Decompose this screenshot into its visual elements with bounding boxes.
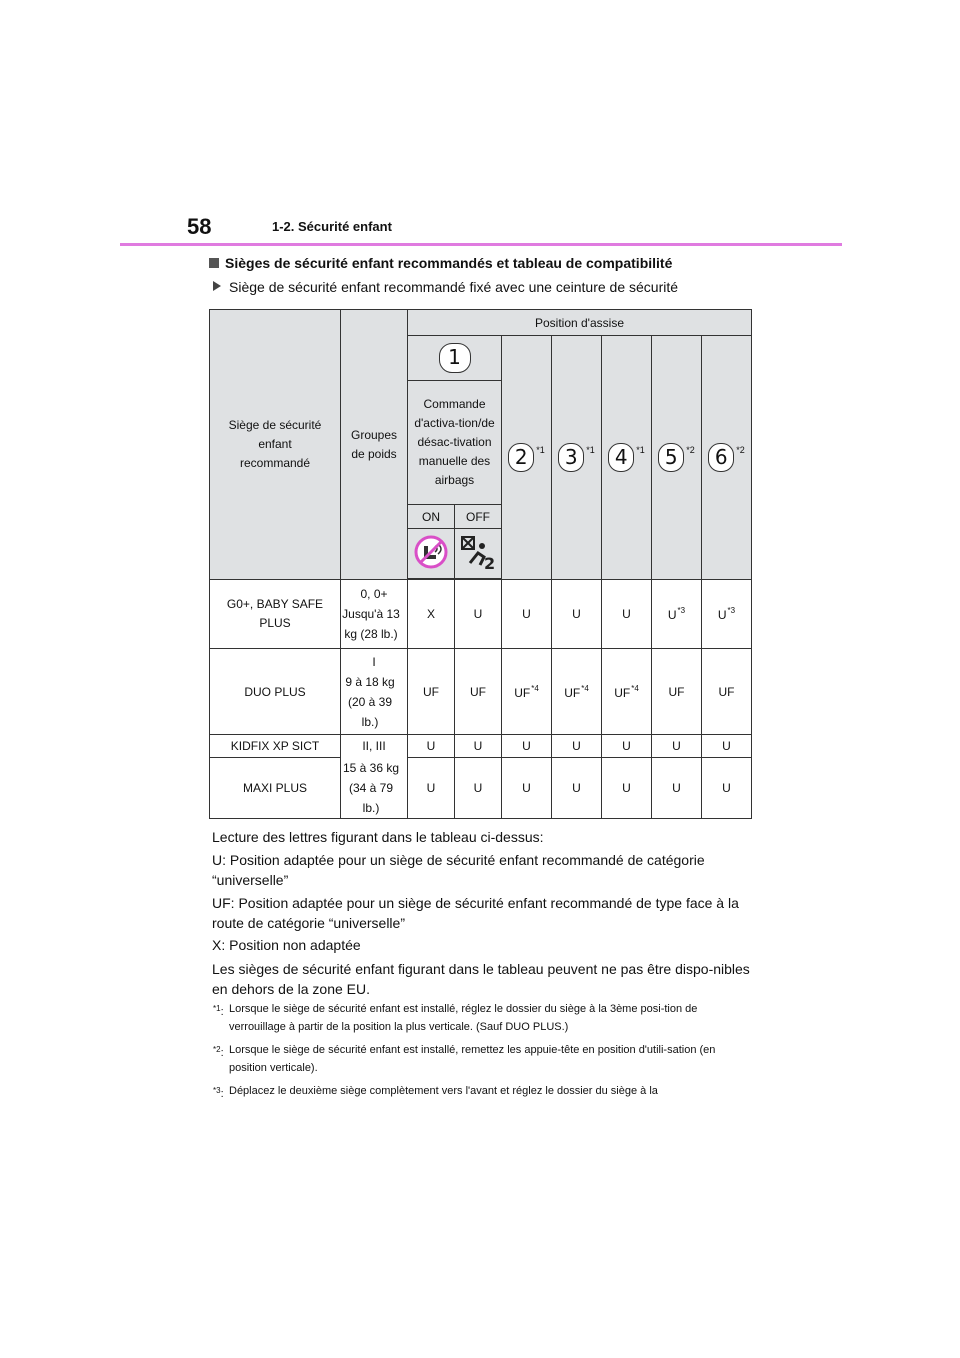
footnote: $^{*1}$: Lorsque le siège de sécurité enfant est installé, réglez le dossier du siège à la 3ème posi-tion de verrouillage à partir de la position la plus verticale. (Sauf DUO PLUS.)	[213, 1003, 698, 1033]
on-label: ON	[408, 505, 455, 529]
position-header: Position d'assise	[408, 310, 752, 336]
page-number: 58	[187, 214, 212, 239]
square-bullet-icon	[209, 258, 219, 268]
seat-number-icon: 3	[558, 443, 584, 472]
seat-number-icon: 2	[508, 443, 534, 472]
seat-4-header: 4 $^{*1}$	[602, 336, 652, 580]
table-row: KIDFIX XP SICT II, III U U U U U U U	[210, 735, 752, 758]
legend-x: X: Position non adaptée	[212, 937, 361, 953]
section-title: 1-2. Sécurité enfant	[272, 219, 392, 234]
legend-u: U: Position adaptée pour un siège de sécurité enfant recommandé de catégorie “universelle”	[212, 852, 705, 888]
seat-5-header: 5 $^{*2}$	[652, 336, 702, 580]
seat-3-header: 3 $^{*1}$	[552, 336, 602, 580]
airbag-control-label: Commande d'activa-tion/de désac-tivation manuelle des airbags	[408, 381, 502, 505]
seat-number-icon: 1	[439, 343, 471, 373]
table-subheading: Siège de sécurité enfant recommandé fixé avec une ceinture de sécurité	[213, 279, 678, 295]
airbag-on-icon	[408, 529, 455, 579]
table-heading: Sièges de sécurité enfant recommandés et tableau de compatibilité	[209, 255, 672, 271]
triangle-bullet-icon	[213, 281, 221, 291]
seat-number-icon: 5	[658, 443, 684, 472]
svg-text:2: 2	[484, 554, 496, 571]
table-row: DUO PLUS I 9 à 18 kg (20 à 39 lb.) UF UF UF$^{*4}$ UF$^{*4}$ UF$^{*4}$ UF UF	[210, 649, 752, 735]
col-header-seat: Siège de sécurité enfant recommandé	[210, 310, 341, 580]
seat-number-icon: 4	[608, 443, 634, 472]
legend-uf: UF: Position adaptée pour un siège de sécurité enfant recommandé de type face à la route de catégorie “universelle”	[212, 895, 739, 931]
seat-2-header: 2 $^{*1}$	[502, 336, 552, 580]
table-row: G0+, BABY SAFE PLUS 0, 0+ Jusqu'à 13 kg (28 lb.) X U U U U $U^{*3}$ $U^{*3}$	[210, 580, 752, 649]
off-label: OFF	[455, 505, 502, 529]
seat-6-header: 6 $^{*2}$	[702, 336, 752, 580]
header-rule	[120, 243, 842, 246]
footnote: $^{*3}$: Déplacez le deuxième siège complètement vers l'avant et réglez le dossier du siège à la	[213, 1085, 658, 1100]
table-row: MAXI PLUS 15 à 36 kg (34 à 79 lb.) U U U U U U U	[210, 758, 752, 819]
footnote: $^{*2}$: Lorsque le siège de sécurité enfant est installé, remettez les appuie-tête en position d'utili-sation (en position verticale).	[213, 1044, 716, 1074]
legend-note: Les sièges de sécurité enfant figurant dans le tableau peuvent ne pas être dispo-nibles en dehors de la zone EU.	[212, 961, 750, 997]
legend-intro: Lecture des lettres figurant dans le tableau ci-dessus:	[212, 829, 544, 845]
compatibility-table	[209, 309, 752, 819]
seat-1-header	[408, 336, 502, 381]
col-header-groups: Groupes de poids	[341, 310, 408, 580]
airbag-off-icon	[455, 529, 502, 579]
seat-number-icon: 6	[708, 443, 734, 472]
